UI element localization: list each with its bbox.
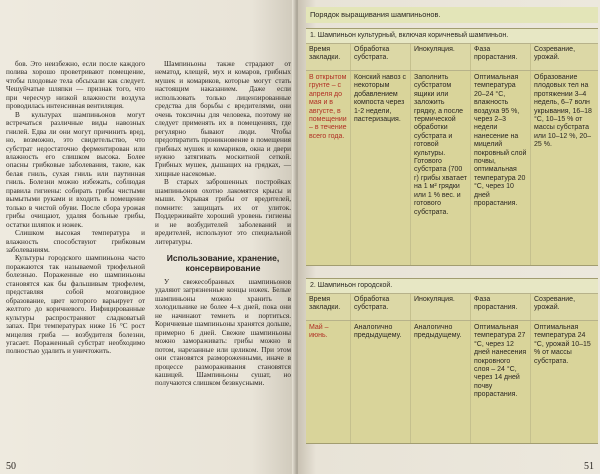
table-cell: Оптимальная температура 20–24 °С, влажность воздуха 95 %, через 2–3 недели нанесение на мицелий покровный слой почвы, оптимальная температура 20 °С, через 10 дней прорастания. [471, 71, 531, 265]
table-cell: Оптимальная температура 24 °С, урожай 10–15 % от массы субстрата. [534, 324, 591, 365]
paragraph: В старых заброшенных постройках шампиньонов охотно лакомятся крысы и мыши. Укрывая грибы от вредителей, помните: защищать их от улиток. Поддерживайте хороший уровень гигиены и не возбудителей заболеваний и вредителей, используют это специальной литературы. [155, 178, 291, 246]
header-cell: Созревание, урожай. [534, 296, 576, 312]
left-column-text [6, 60, 145, 468]
table-cell: Аналогично предыдущему. [351, 321, 411, 443]
table-header-row [306, 294, 598, 321]
cell-text: Заполнить субстратом ящики или заложить грядку, а после термической обработки субстрата и готовой культуры. [414, 74, 464, 157]
page-number: 50 [6, 461, 16, 472]
section-title: 1. Шампиньон культурный, включая коричневый шампиньон. [306, 29, 598, 44]
paragraph: У свежесобранных шампиньонов удаляют загрязненные концы ножек. Белые шампиньоны можно хранить в холодильнике не более 4–х дней, пока они не начинают темнеть и портиться. Коричневые шампиньоны хранятся дольше, примерно 6 дней. Свежие шампиньоны можно замораживать: грибы можно в потом, нарезанные или целиком. При этом они становятся размороженными, иначе в процессе размораживания становятся кашицей. Шампиньоны сушат, но получаются слишком безвкусными. [155, 277, 291, 388]
table-title: Порядок выращивания шампиньонов. [306, 7, 598, 23]
section-title: 2. Шампиньон городской. [306, 279, 598, 294]
paragraph: Культуры городского шампиньона часто поражаются так называемой трюфельной болезнью. Пораженные ею шампиньоны становятся как бы фальшивым трюфелем, представляя собой мозговидное образование, цвет которого варьирует от желтого до коричневого. Инфицированные культуры распространяют сладковатый запах. При температурах ниже 16 °С рост мицелия гриба — возбудителя болезни, угасает. Пораженный субстрат необходимо полностью удалить и уничтожить. [6, 254, 145, 356]
right-page [298, 0, 600, 474]
table-cell [411, 71, 471, 265]
left-page [0, 0, 296, 474]
header-cell: Инокуляция. [411, 44, 471, 70]
header-cell: Обработка субстрата. [351, 44, 411, 70]
section-heading: Использование, хранение, консервирование [166, 252, 280, 273]
header-cell: Время закладки. [306, 294, 351, 320]
header-cell: Время закладки. [306, 44, 351, 70]
paragraph: бов. Это неизбежно, если после каждого полива хорошо проветривают помещение, чтобы плодовые тела обсыхали как следует. Чешуйчатые шляпки — признак того, что при чересчур низкой влажности воздуха проводилась интенсивная вентиляция. [6, 60, 145, 111]
header-cell: Обработка субстрата. [351, 294, 411, 320]
header-cell: Инокуляция. [411, 294, 471, 320]
table-cell: В открытом грунте – с апреля до мая и в августе, в помещении – в течение всего года. [306, 71, 351, 265]
header-cell: Фаза прорастания. [471, 44, 531, 70]
paragraph: Слишком высокая температура и влажность способствуют грибковым заболеваниям. [6, 229, 145, 254]
table-row [306, 321, 598, 443]
table-section-1 [306, 28, 598, 266]
paragraph: Шампиньоны также страдают от нематод, клещей, мух и комаров, грибных мушек и комариков, которые могут стать настоящим наказанием. Даже если использовать только лицензированные средства для борьбы с вредителями, они очень токсичны для человека, поэтому не следует применять их в помещениях, где регулярно бывают люди. Чтобы предотвратить проникновение в помещения грибных мушек и комариков, окна и двери нужно затягивать москитной сеткой. Грибных мушек, дышащих на грядках, — хищные насекомые. [155, 60, 291, 178]
header-cell: Созревание, урожай. [534, 46, 576, 62]
table-cell: Май – июнь. [306, 321, 351, 443]
page-number: 51 [584, 461, 594, 472]
paragraph: В культурах шампиньонов могут встречаться различные виды навозных гнилей. Едва ли они могут причинить вред, но, возможно, это свидетельство, что субстрат недостаточно ферментирован или влажность его слишком высока. Более опасны грибковые заболевания, такие, как белая гниль, сухая гниль или паутинная гниль. Болезни можно избежать, соблюдая правила гигиены: собирать грибы чистыми вымытыми руками и входить в помещение только в чистой обуви. После сбора урожая грибы очищают, удаляя больные грибы, остатки шляпок и ножек. [6, 110, 145, 229]
table-cell: Конский навоз с некоторым добавлением компоста через 1-2 недели, пастеризация. [351, 71, 411, 265]
table-section-2 [306, 278, 598, 444]
table-cell: Аналогично предыдущему. [411, 321, 471, 443]
cell-text: Готового субстрата (700 г) грибы хватает на 1 м² грядки или 1 % вес. и готового субстрата. [414, 158, 467, 216]
table-header-row [306, 44, 598, 71]
table-cell: Оптимальная температура 27 °С, через 12 дней нанесения покровного слоя – 24 °С, через 14 дней почву прорастания. [471, 321, 531, 443]
table-cell: Образование плодовых тел на протяжении 3–4 недель, 6–7 волн укрывания, 16–18 °С, 10–15 % от массы субстрата или 10–12 %, 20–25 %. [534, 74, 592, 149]
header-cell: Фаза прорастания. [471, 294, 531, 320]
table-row [306, 71, 598, 265]
right-column-text [155, 60, 291, 468]
